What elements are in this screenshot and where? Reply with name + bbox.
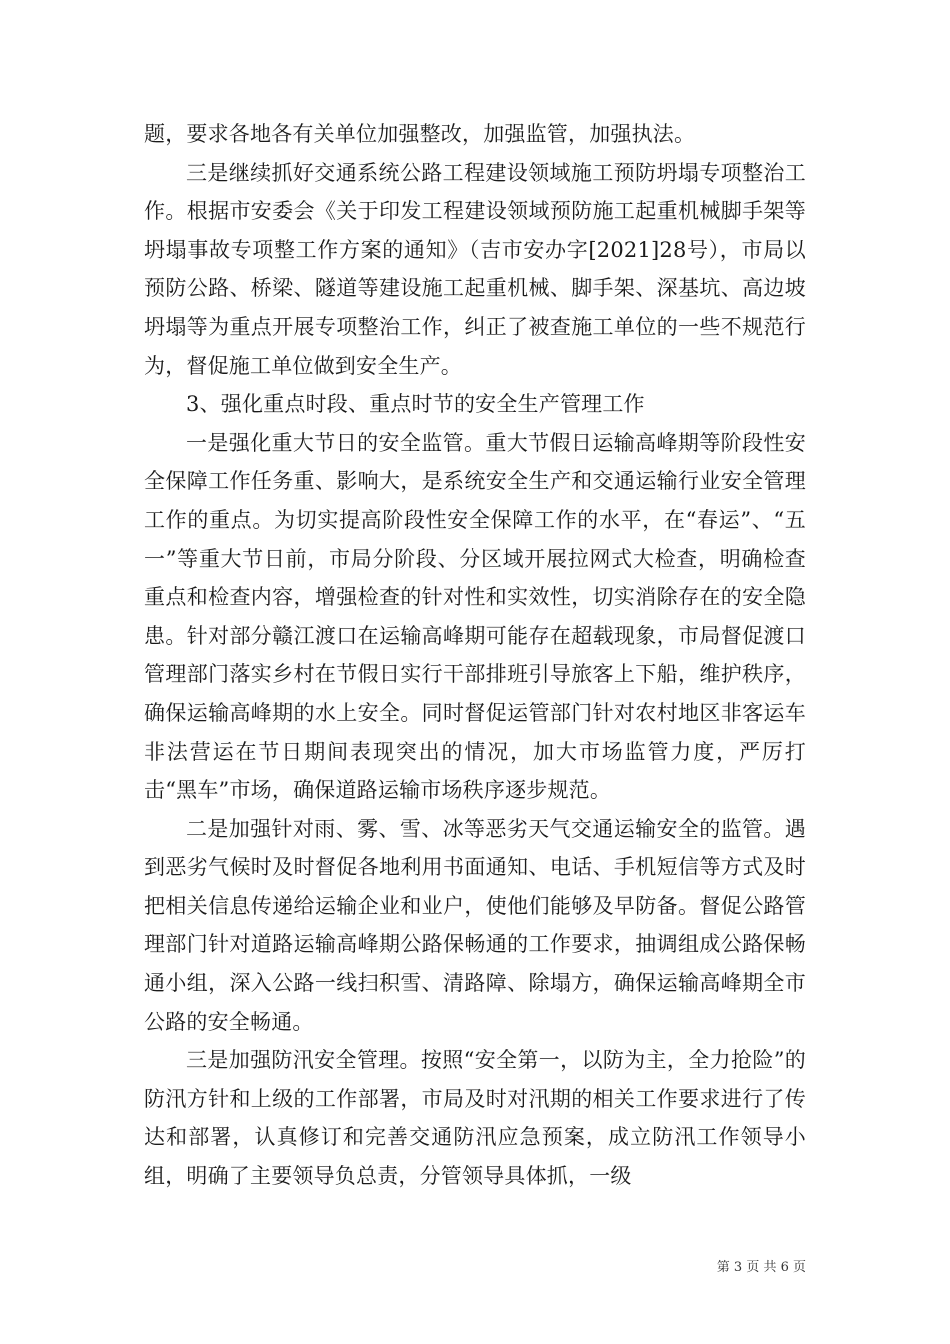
paragraph: 二是加强针对雨、雾、雪、冰等恶劣天气交通运输安全的监管。遇到恶劣气候时及时督促各地利用书面通知、电话、手机短信等方式及时把相关信息传递给运输企业和业户，使他们能够及早防备。督促公路管理部门针对道路运输高峰期公路保畅通的工作要求，抽调组成公路保畅通小组，深入公路一线扫积雪、清路障、除塌方，确保运输高峰期全市公路的安全畅通。 [144,816,806,1034]
page-number-footer: 第 3 页 共 6 页 [716,1260,806,1275]
paragraph: 题，要求各地各有关单位加强整改，加强监管，加强执法。 [144,122,696,146]
document-body [144,115,806,1196]
section-heading: 3、强化重点时段、重点时节的安全生产管理工作 [186,392,645,417]
paragraph: 三是加强防汛安全管理。按照“安全第一，以防为主，全力抢险”的防汛方针和上级的工作部署，市局及时对汛期的相关工作要求进行了传达和部署，认真修订和完善交通防汛应急预案，成立防汛工作领导小组，明确了主要领导负总责，分管领导具体抓，一级 [144,1048,806,1189]
paragraph: 三是继续抓好交通系统公路工程建设领域施工预防坍塌专项整治工作。根据市安委会《关于印发工程建设领域预防施工起重机械脚手架等坍塌事故专项整工作方案的通知》（吉市安办字[2021]28号），市局以预防公路、桥梁、隧道等建设施工起重机械、脚手架、深基坑、高边坡坍塌等为重点开展专项整治工作，纠正了被查施工单位的一些不规范行为，督促施工单位做到安全生产。 [144,160,806,378]
paragraph: 一是强化重大节日的安全监管。重大节假日运输高峰期等阶段性安全保障工作任务重、影响大，是系统安全生产和交通运输行业安全管理工作的重点。为切实提高阶段性安全保障工作的水平，在“春运”、“五一”等重大节日前，市局分阶段、分区域开展拉网式大检查，明确检查重点和检查内容，增强检查的针对性和实效性，切实消除存在的安全隐患。针对部分赣江渡口在运输高峰期可能存在超载现象，市局督促渡口管理部门落实乡村在节假日实行干部排班引导旅客上下船，维护秩序，确保运输高峰期的水上安全。同时督促运管部门针对农村地区非客运车非法营运在节日期间表现突出的情况，加大市场监管力度，严厉打击“黑车”市场，确保道路运输市场秩序逐步规范。 [144,430,806,803]
